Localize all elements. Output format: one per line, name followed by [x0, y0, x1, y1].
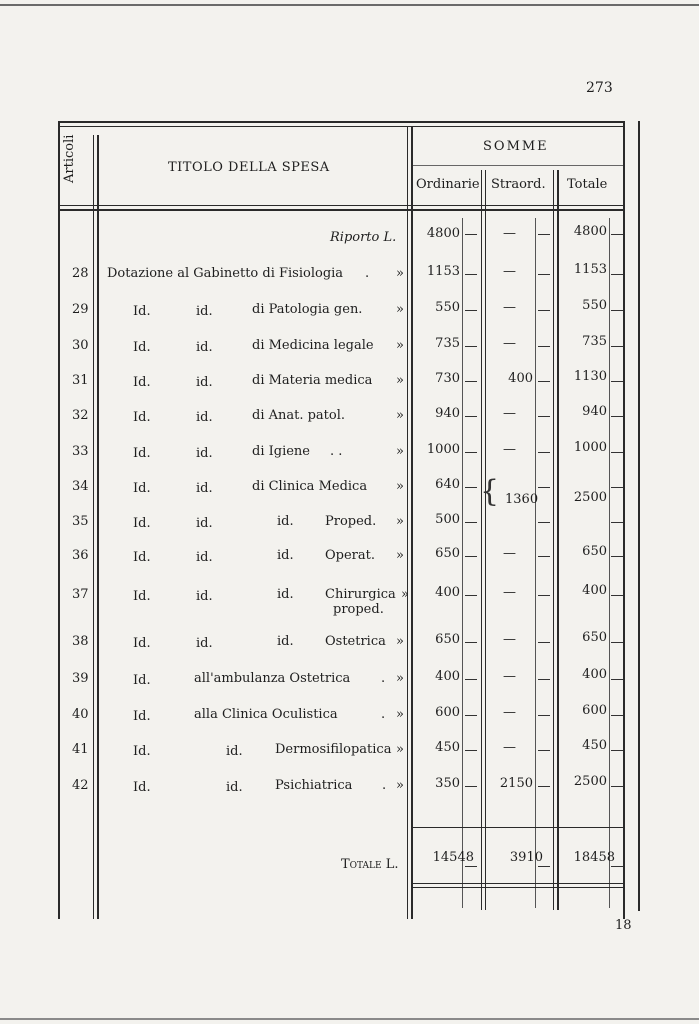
page-number: 273 [586, 80, 613, 96]
row-totale: 600 [582, 703, 607, 718]
cents-dash [611, 346, 623, 347]
header-articoli: Articoli [62, 134, 77, 183]
row-ordinarie: 600 [435, 705, 460, 720]
row-totale: 650 [582, 630, 607, 645]
row-title-id2: id. [196, 304, 213, 319]
row-title-id3: id. [277, 634, 294, 649]
row-dot-leader: . [381, 707, 386, 722]
cents-dash [465, 715, 477, 716]
row-totale: 400 [582, 583, 607, 598]
row-ordinarie: 400 [435, 585, 460, 600]
row-straord: — [503, 336, 516, 351]
row-ordinarie: 550 [435, 300, 460, 315]
row-title-id: Id. [133, 589, 151, 604]
cents-dash [611, 595, 623, 596]
cents-dash [611, 487, 623, 488]
cents-dash [538, 487, 550, 488]
row-straord: — [503, 632, 516, 647]
cents-dash [465, 786, 477, 787]
row-title-id: Id. [133, 709, 151, 724]
row-article-number: 28 [72, 266, 89, 281]
cents-dash [611, 679, 623, 680]
row-title-desc: alla Clinica Oculistica [194, 707, 338, 722]
row-straord: — [503, 585, 516, 600]
row-chevron: » [396, 338, 404, 353]
row-article-number: 36 [72, 548, 89, 563]
row-title-id2: id. [196, 481, 213, 496]
row-chevron: » [396, 634, 404, 649]
riporto-label: Riporto L. [330, 230, 397, 245]
row-title-id2: id. [226, 744, 243, 759]
row-totale: 735 [582, 334, 607, 349]
row-straord: 400 [508, 371, 533, 386]
row-title-detail: Psichiatrica [275, 778, 353, 793]
row-title-detail: Dermosifilopatica [275, 742, 392, 757]
cents-dash [611, 522, 623, 523]
row-chevron: » [396, 479, 404, 494]
row-title-detail: di Materia medica [252, 373, 373, 388]
row-totale: 450 [582, 738, 607, 753]
signature-mark: 18 [615, 918, 632, 933]
cents-dash [611, 642, 623, 643]
row-chevron: » [401, 587, 409, 602]
row-article-number: 41 [72, 742, 89, 757]
row-chevron: » [396, 707, 404, 722]
row-ordinarie: 350 [435, 776, 460, 791]
grouped-straord: 1360 [505, 492, 539, 507]
row-straord: — [503, 406, 516, 421]
row-article-number: 30 [72, 338, 89, 353]
row-totale: 940 [582, 404, 607, 419]
cents-dash [538, 595, 550, 596]
cents-dash [611, 310, 623, 311]
row-article-number: 35 [72, 514, 89, 529]
row-title-detail: di Medicina legale [252, 338, 374, 353]
row-ordinarie: 650 [435, 632, 460, 647]
cents-dash [538, 679, 550, 680]
cents-dash [465, 452, 477, 453]
cents-dash [611, 234, 623, 235]
cents-dash [538, 522, 550, 523]
row-totale: 1130 [573, 369, 607, 384]
row-title-id3: id. [277, 587, 294, 602]
cents-dash [465, 642, 477, 643]
totale-totale: 18458 [573, 850, 615, 865]
grouped-totale: 2500 [573, 490, 607, 505]
row-chevron: » [396, 671, 404, 686]
row-dot-leader: . [381, 671, 386, 686]
row-article-number: 39 [72, 671, 89, 686]
row-title-id: Id. [133, 780, 151, 795]
row-article-number: 34 [72, 479, 89, 494]
cents-dash [611, 416, 623, 417]
row-title-desc: all'ambulanza Ostetrica [194, 671, 351, 686]
brace-icon: { [480, 474, 500, 509]
cents-dash [538, 452, 550, 453]
row-chevron: » [396, 548, 404, 563]
row-title-detail-2: proped. [333, 602, 384, 617]
cents-dash [465, 750, 477, 751]
row-totale: 650 [582, 544, 607, 559]
cents-dash [538, 416, 550, 417]
row-chevron: » [396, 408, 404, 423]
row-ordinarie: 940 [435, 406, 460, 421]
row-chevron: » [396, 778, 404, 793]
row-title-id2: id. [196, 636, 213, 651]
row-title-id: Id. [133, 340, 151, 355]
row-title-id: Id. [133, 550, 151, 565]
cents-dash [465, 595, 477, 596]
cents-dash [465, 487, 477, 488]
row-chevron: » [396, 514, 404, 529]
row-straord: — [503, 264, 516, 279]
cents-dash [538, 310, 550, 311]
row-title-id2: id. [226, 780, 243, 795]
row-article-number: 38 [72, 634, 89, 649]
cents-dash [611, 274, 623, 275]
totale-label: Totale L. [341, 857, 399, 872]
cents-dash [538, 715, 550, 716]
row-title-id: Id. [133, 516, 151, 531]
cents-dash [611, 715, 623, 716]
row-title: Dotazione al Gabinetto di Fisiologia [107, 266, 344, 281]
row-chevron: » [396, 444, 404, 459]
row-article-number: 40 [72, 707, 89, 722]
row-title-id2: id. [196, 550, 213, 565]
row-title-id2: id. [196, 410, 213, 425]
row-chevron: » [396, 302, 404, 317]
row-title-detail: di Clinica Medica [252, 479, 368, 494]
row-title-detail: di Patologia gen. [252, 302, 363, 317]
row-straord: — [503, 546, 516, 561]
row-title-id3: id. [277, 514, 294, 529]
row-title-detail: di Anat. patol. [252, 408, 346, 423]
row-article-number: 42 [72, 778, 89, 793]
row-totale: 550 [582, 298, 607, 313]
riporto-totale: 4800 [573, 224, 607, 239]
row-title-id3: id. [277, 548, 294, 563]
row-straord: — [503, 442, 516, 457]
riporto-straord: — [503, 226, 516, 241]
row-straord: 2150 [499, 776, 533, 791]
row-title-id: Id. [133, 481, 151, 496]
cents-dash [465, 346, 477, 347]
row-ordinarie: 730 [435, 371, 460, 386]
cents-dash [538, 234, 550, 235]
cents-dash [538, 381, 550, 382]
row-ordinarie: 1153 [426, 264, 460, 279]
row-title-id: Id. [133, 744, 151, 759]
row-ordinarie: 500 [435, 512, 460, 527]
row-ordinarie: 650 [435, 546, 460, 561]
row-title-detail: Chirurgica [325, 587, 396, 602]
row-totale: 2500 [573, 774, 607, 789]
row-title-id: Id. [133, 304, 151, 319]
row-title-detail: di Igiene [252, 444, 310, 459]
row-title-id: Id. [133, 636, 151, 651]
cents-dash [465, 416, 477, 417]
cents-dash [538, 866, 550, 867]
row-title-id2: id. [196, 589, 213, 604]
cents-dash [465, 310, 477, 311]
row-title-id: Id. [133, 375, 151, 390]
cents-dash [611, 750, 623, 751]
cents-dash [465, 274, 477, 275]
row-ordinarie: 640 [435, 477, 460, 492]
cents-dash [465, 556, 477, 557]
cents-dash [538, 750, 550, 751]
row-totale: 400 [582, 667, 607, 682]
row-straord: — [503, 669, 516, 684]
row-article-number: 33 [72, 444, 89, 459]
row-totale: 1000 [573, 440, 607, 455]
row-title-id2: id. [196, 446, 213, 461]
row-title-detail: Ostetrica [325, 634, 386, 649]
row-title-id2: id. [196, 516, 213, 531]
row-title-detail: Proped. [325, 514, 377, 529]
row-ordinarie: 1000 [426, 442, 460, 457]
row-title-id2: id. [196, 375, 213, 390]
row-title-id2: id. [196, 340, 213, 355]
row-article-number: 29 [72, 302, 89, 317]
cents-dash [538, 274, 550, 275]
cents-dash [611, 381, 623, 382]
row-title-detail: Operat. [325, 548, 375, 563]
cents-dash [611, 452, 623, 453]
row-article-number: 31 [72, 373, 89, 388]
row-article-number: 37 [72, 587, 89, 602]
row-article-number: 32 [72, 408, 89, 423]
totale-straord: 3910 [509, 850, 543, 865]
row-chevron: » [396, 742, 404, 757]
row-title-id: Id. [133, 410, 151, 425]
header-somme: SOMME [483, 139, 549, 154]
row-title-id: Id. [133, 446, 151, 461]
header-totale: Totale [567, 177, 608, 192]
row-chevron: » [396, 373, 404, 388]
header-titolo: TITOLO DELLA SPESA [168, 160, 330, 175]
row-straord: — [503, 705, 516, 720]
header-straord: Straord. [491, 177, 546, 192]
row-totale: 1153 [573, 262, 607, 277]
cents-dash [538, 556, 550, 557]
cents-dash [465, 522, 477, 523]
cents-dash [538, 642, 550, 643]
header-ordinarie: Ordinarie [416, 177, 480, 192]
row-straord: — [503, 740, 516, 755]
cents-dash [611, 866, 623, 867]
row-ordinarie: 450 [435, 740, 460, 755]
row-ordinarie: 735 [435, 336, 460, 351]
cents-dash [465, 866, 477, 867]
cents-dash [465, 679, 477, 680]
row-dot-leader: . [365, 266, 370, 281]
cents-dash [538, 346, 550, 347]
cents-dash [611, 556, 623, 557]
row-dot-leader: . . [330, 444, 343, 459]
cents-dash [538, 786, 550, 787]
cents-dash [465, 234, 477, 235]
row-straord: — [503, 300, 516, 315]
row-title-id: Id. [133, 673, 151, 688]
row-ordinarie: 400 [435, 669, 460, 684]
cents-dash [611, 786, 623, 787]
riporto-ordinarie: 4800 [426, 226, 460, 241]
row-dot-leader: . [382, 778, 387, 793]
row-chevron: » [396, 266, 404, 281]
cents-dash [465, 381, 477, 382]
totale-ordinarie: 14548 [432, 850, 474, 865]
